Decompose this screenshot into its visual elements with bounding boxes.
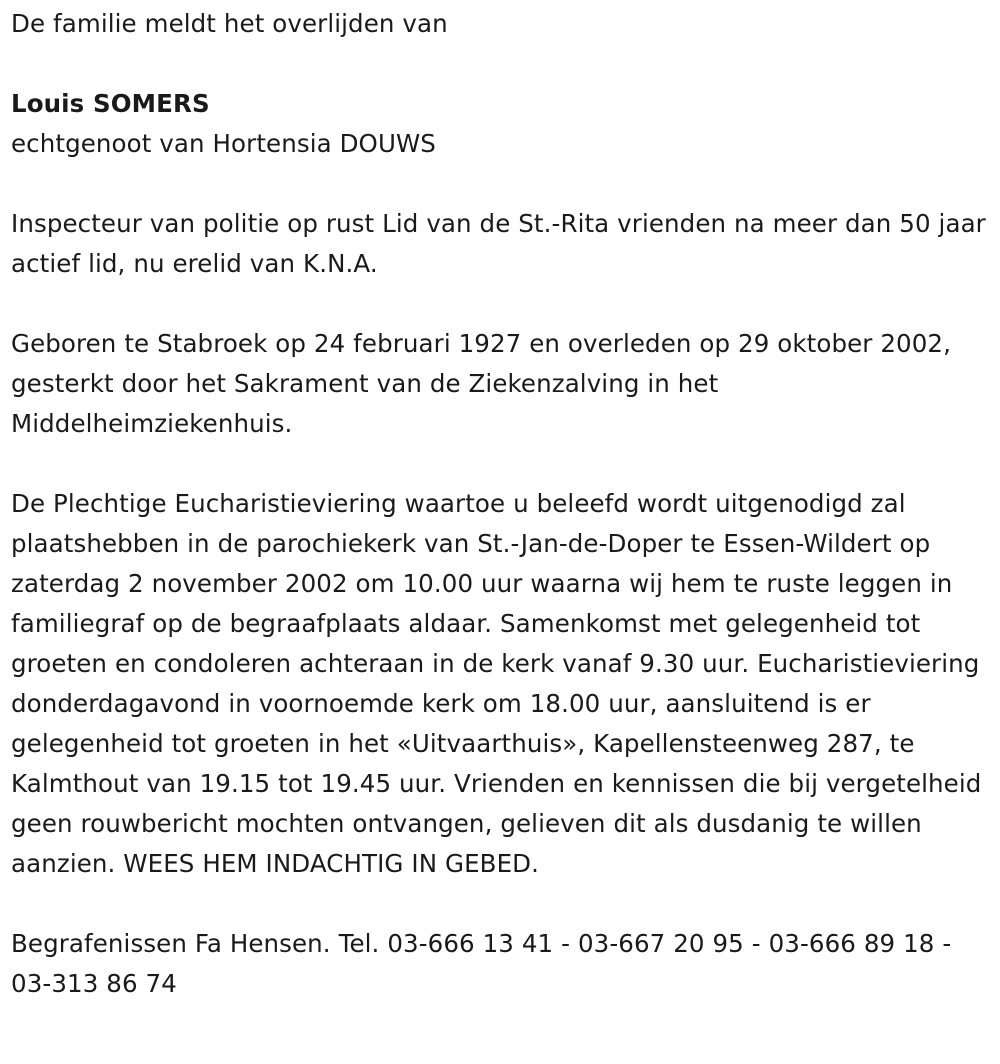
spacer xyxy=(11,44,986,84)
funeral-home-text: Begrafenissen Fa Hensen. Tel. 03-666 13 41 - 03-667 20 95 - 03-666 89 18 - 03-313 86 74 xyxy=(11,929,952,998)
intro-text: De familie meldt het overlijden van xyxy=(11,9,448,38)
death-notice xyxy=(11,4,986,1004)
spacer xyxy=(11,444,986,484)
spacer xyxy=(11,284,986,324)
birth-death-text: Geboren te Stabroek op 24 februari 1927 en overleden op 29 oktober 2002, gesterkt door het Sakrament van de Ziekenzalving in het Middelheimziekenhuis. xyxy=(11,329,951,438)
deceased-name: Louis SOMERS xyxy=(11,89,210,118)
ceremony-text: De Plechtige Eucharistieviering waartoe u beleefd wordt uitgenodigd zal plaatshebben in de parochiekerk van St.-Jan-de-Doper te Essen-Wildert op zaterdag 2 november 2002 om 10.00 uur waarna wij hem te ruste leggen in familiegraf op de begraafplaats aldaar. Samenkomst met gelegenheid tot groeten en condoleren achteraan in de kerk vanaf 9.30 uur. Eucharistieviering donderdagavond in voornoemde kerk om 18.00 uur, aansluitend is er gelegenheid tot groeten in het «Uitvaarthuis», Kapellensteenweg 287, te Kalmthout van 19.15 tot 19.45 uur. Vrienden en kennissen die bij vergetelheid geen rouwbericht mochten ontvangen, gelieven dit als dusdanig te willen aanzien. WEES HEM INDACHTIG IN GEBED. xyxy=(11,489,982,878)
spacer xyxy=(11,884,986,924)
spacer xyxy=(11,164,986,204)
occupation-text: Inspecteur van politie op rust Lid van de St.-Rita vrienden na meer dan 50 jaar actief lid, nu erelid van K.N.A. xyxy=(11,209,986,278)
spouse-text: echtgenoot van Hortensia DOUWS xyxy=(11,129,436,158)
